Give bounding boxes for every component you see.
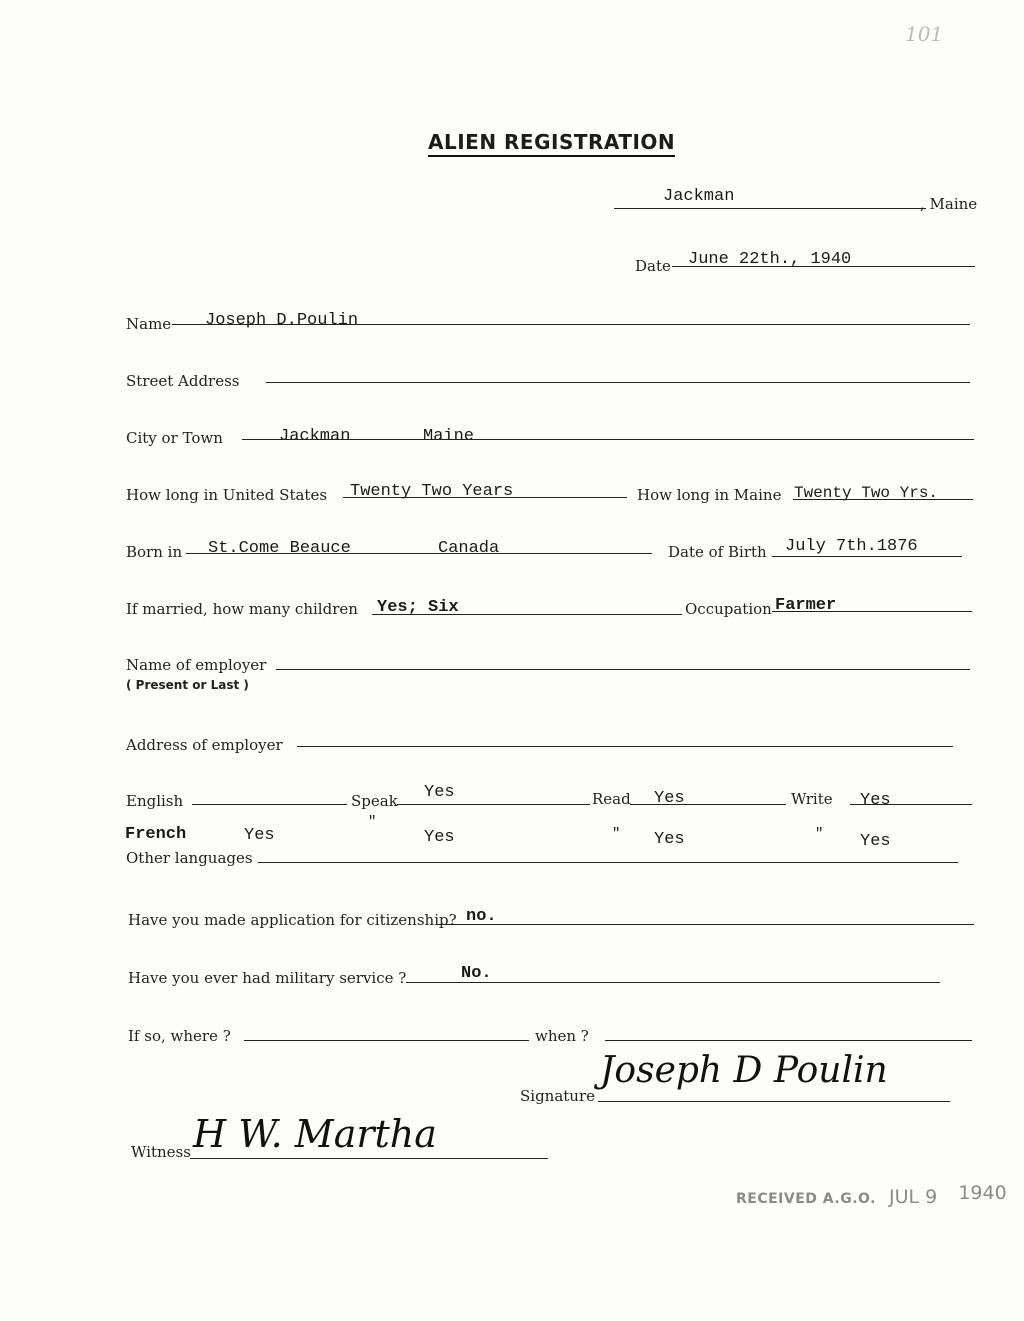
born-place-value: St.Come Beauce <box>208 539 351 558</box>
us-duration-value: Twenty Two Years <box>350 482 514 501</box>
name-value: Joseph D.Poulin <box>205 311 359 330</box>
born-country-value: Canada <box>438 539 500 558</box>
french-write-ditto: " <box>815 826 824 842</box>
write-line <box>850 804 972 805</box>
french-speak-value: Yes <box>424 828 455 847</box>
city-line <box>242 439 974 440</box>
street-address-label: Street Address <box>126 372 240 390</box>
town-value: Jackman <box>663 187 735 206</box>
french-label: French <box>125 825 187 844</box>
military-line <box>406 982 940 983</box>
born-in-line <box>186 553 652 554</box>
english-line <box>192 804 347 805</box>
city-value: Jackman <box>279 427 351 446</box>
occupation-line <box>772 611 972 612</box>
corner-note: 101 <box>905 22 944 46</box>
speak-line <box>397 804 590 805</box>
signature-label: Signature <box>520 1087 596 1105</box>
born-in-label: Born in <box>126 543 183 561</box>
english-write-value: Yes <box>860 791 891 810</box>
street-address-line <box>266 382 970 383</box>
dob-label: Date of Birth <box>668 543 767 561</box>
french-value: Yes <box>244 826 275 845</box>
name-line <box>172 324 970 325</box>
stamp-date: JUL 9 <box>889 1186 938 1208</box>
employer-sublabel: ( Present or Last ) <box>126 678 249 692</box>
other-languages-line <box>258 862 958 863</box>
signature-line <box>598 1101 950 1102</box>
write-label: Write <box>791 790 833 808</box>
signature-value: Joseph D Poulin <box>600 1050 888 1091</box>
date-line <box>672 266 975 267</box>
military-label: Have you ever had military service ? <box>128 969 407 987</box>
us-duration-line <box>343 497 627 498</box>
french-write-value: Yes <box>860 832 891 851</box>
children-line <box>372 614 682 615</box>
other-languages-label: Other languages <box>126 849 253 867</box>
employer-address-label: Address of employer <box>126 736 283 754</box>
occupation-label: Occupation <box>685 600 772 618</box>
stamp-year: 1940 <box>958 1182 1007 1204</box>
military-value: No. <box>461 964 492 983</box>
city-state-value: Maine <box>423 427 475 446</box>
occupation-value: Farmer <box>775 596 837 615</box>
employer-line <box>276 669 970 670</box>
employer-address-line <box>297 746 953 747</box>
form-title: ALIEN REGISTRATION <box>428 130 675 157</box>
state-text: Maine <box>929 195 978 213</box>
speak-label: Speak <box>351 792 398 810</box>
citizenship-line <box>438 924 974 925</box>
english-read-value: Yes <box>654 789 685 808</box>
date-label: Date <box>635 257 671 275</box>
maine-duration-value: Twenty Two Yrs. <box>794 484 939 502</box>
citizenship-value: no. <box>466 907 497 926</box>
received-stamp <box>736 1182 1007 1208</box>
state-label: , Maine <box>920 195 978 213</box>
us-duration-label: How long in United States <box>126 486 328 504</box>
citizenship-label: Have you made application for citizenship? <box>128 911 457 929</box>
maine-duration-line <box>793 499 973 500</box>
city-label: City or Town <box>126 429 223 447</box>
employer-label: Name of employer <box>126 656 267 674</box>
where-label: If so, where ? <box>128 1027 231 1045</box>
dob-value: July 7th.1876 <box>785 537 918 556</box>
witness-label: Witness <box>131 1143 191 1161</box>
read-label: Read <box>592 790 631 808</box>
english-speak-value: Yes <box>424 783 455 802</box>
english-label: English <box>126 792 184 810</box>
name-label: Name <box>126 315 172 333</box>
witness-value: H W. Martha <box>193 1112 437 1156</box>
stamp-received: RECEIVED A.G.O. <box>736 1191 876 1207</box>
maine-duration-label: How long in Maine <box>637 486 782 504</box>
when-line <box>605 1040 972 1041</box>
french-read-ditto: " <box>612 826 621 842</box>
french-speak-ditto: " <box>368 814 377 830</box>
read-line <box>630 804 786 805</box>
when-label: when ? <box>535 1027 589 1045</box>
french-read-value: Yes <box>654 830 685 849</box>
dob-line <box>772 556 962 557</box>
children-label: If married, how many children <box>126 600 358 618</box>
witness-line <box>190 1158 548 1159</box>
children-value: Yes; Six <box>377 598 459 617</box>
where-line <box>244 1040 529 1041</box>
date-value: June 22th., 1940 <box>688 250 852 269</box>
town-line <box>614 208 926 209</box>
